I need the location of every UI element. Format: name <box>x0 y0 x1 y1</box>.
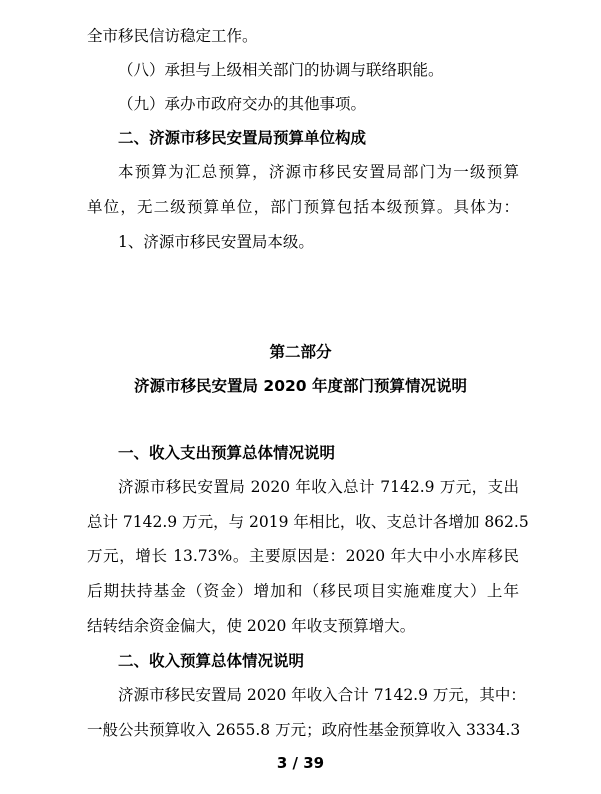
text-line <box>0 512 601 532</box>
paragraph-text: 万元，增长 13.73%。主要原因是：2020 年大中小水库移民 <box>87 547 519 565</box>
part-title: 第二部分 <box>269 343 332 361</box>
text-line <box>0 443 601 463</box>
paragraph-text: 济源市移民安置局 2020 年收入总计 7142.9 万元，支出 <box>118 478 519 496</box>
paragraph-text: 一般公共预算收入 2655.8 万元；政府性基金预算收入 3334.3 <box>87 721 521 739</box>
text-line <box>0 197 601 217</box>
text-line <box>0 342 601 362</box>
text-line <box>0 128 601 148</box>
paragraph-text: 1、济源市移民安置局本级。 <box>118 233 314 251</box>
text-line <box>0 232 601 252</box>
section-heading: 一、收入支出预算总体情况说明 <box>118 444 336 462</box>
section-heading: 二、收入预算总体情况说明 <box>118 652 305 670</box>
text-line <box>0 616 601 636</box>
section-heading: 二、济源市移民安置局预算单位构成 <box>118 129 367 147</box>
page-footer <box>0 753 601 773</box>
paragraph-text: 后期扶持基金（资金）增加和（移民项目实施难度大）上年 <box>87 582 519 600</box>
text-line <box>0 162 601 182</box>
text-line <box>0 376 601 396</box>
paragraph-text: 总计 7142.9 万元，与 2019 年相比，收、支总计各增加 862.5 <box>87 513 529 531</box>
paragraph-text: 本预算为汇总预算，济源市移民安置局部门为一级预算 <box>118 163 519 181</box>
paragraph-text: 济源市移民安置局 2020 年收入合计 7142.9 万元，其中： <box>118 686 526 704</box>
text-line <box>0 546 601 566</box>
text-line <box>0 477 601 497</box>
paragraph-text: 单位，无二级预算单位，部门预算包括本级预算。具体为： <box>87 198 519 216</box>
paragraph-text: 结转结余资金偏大，使 2020 年收支预算增大。 <box>87 617 416 635</box>
text-line <box>0 26 601 46</box>
page-number: 3 / 39 <box>276 754 325 772</box>
paragraph-text: 全市移民信访稳定工作。 <box>87 27 258 45</box>
text-line <box>0 685 601 705</box>
list-item-9: （九）承办市政府交办的其他事项。 <box>118 95 367 113</box>
text-line <box>0 720 601 740</box>
list-item-8: （八）承担与上级相关部门的协调与联络职能。 <box>118 61 444 79</box>
text-line <box>0 94 601 114</box>
text-line <box>0 651 601 671</box>
text-line <box>0 60 601 80</box>
document-subtitle: 济源市移民安置局 2020 年度部门预算情况说明 <box>134 377 467 395</box>
text-line <box>0 581 601 601</box>
